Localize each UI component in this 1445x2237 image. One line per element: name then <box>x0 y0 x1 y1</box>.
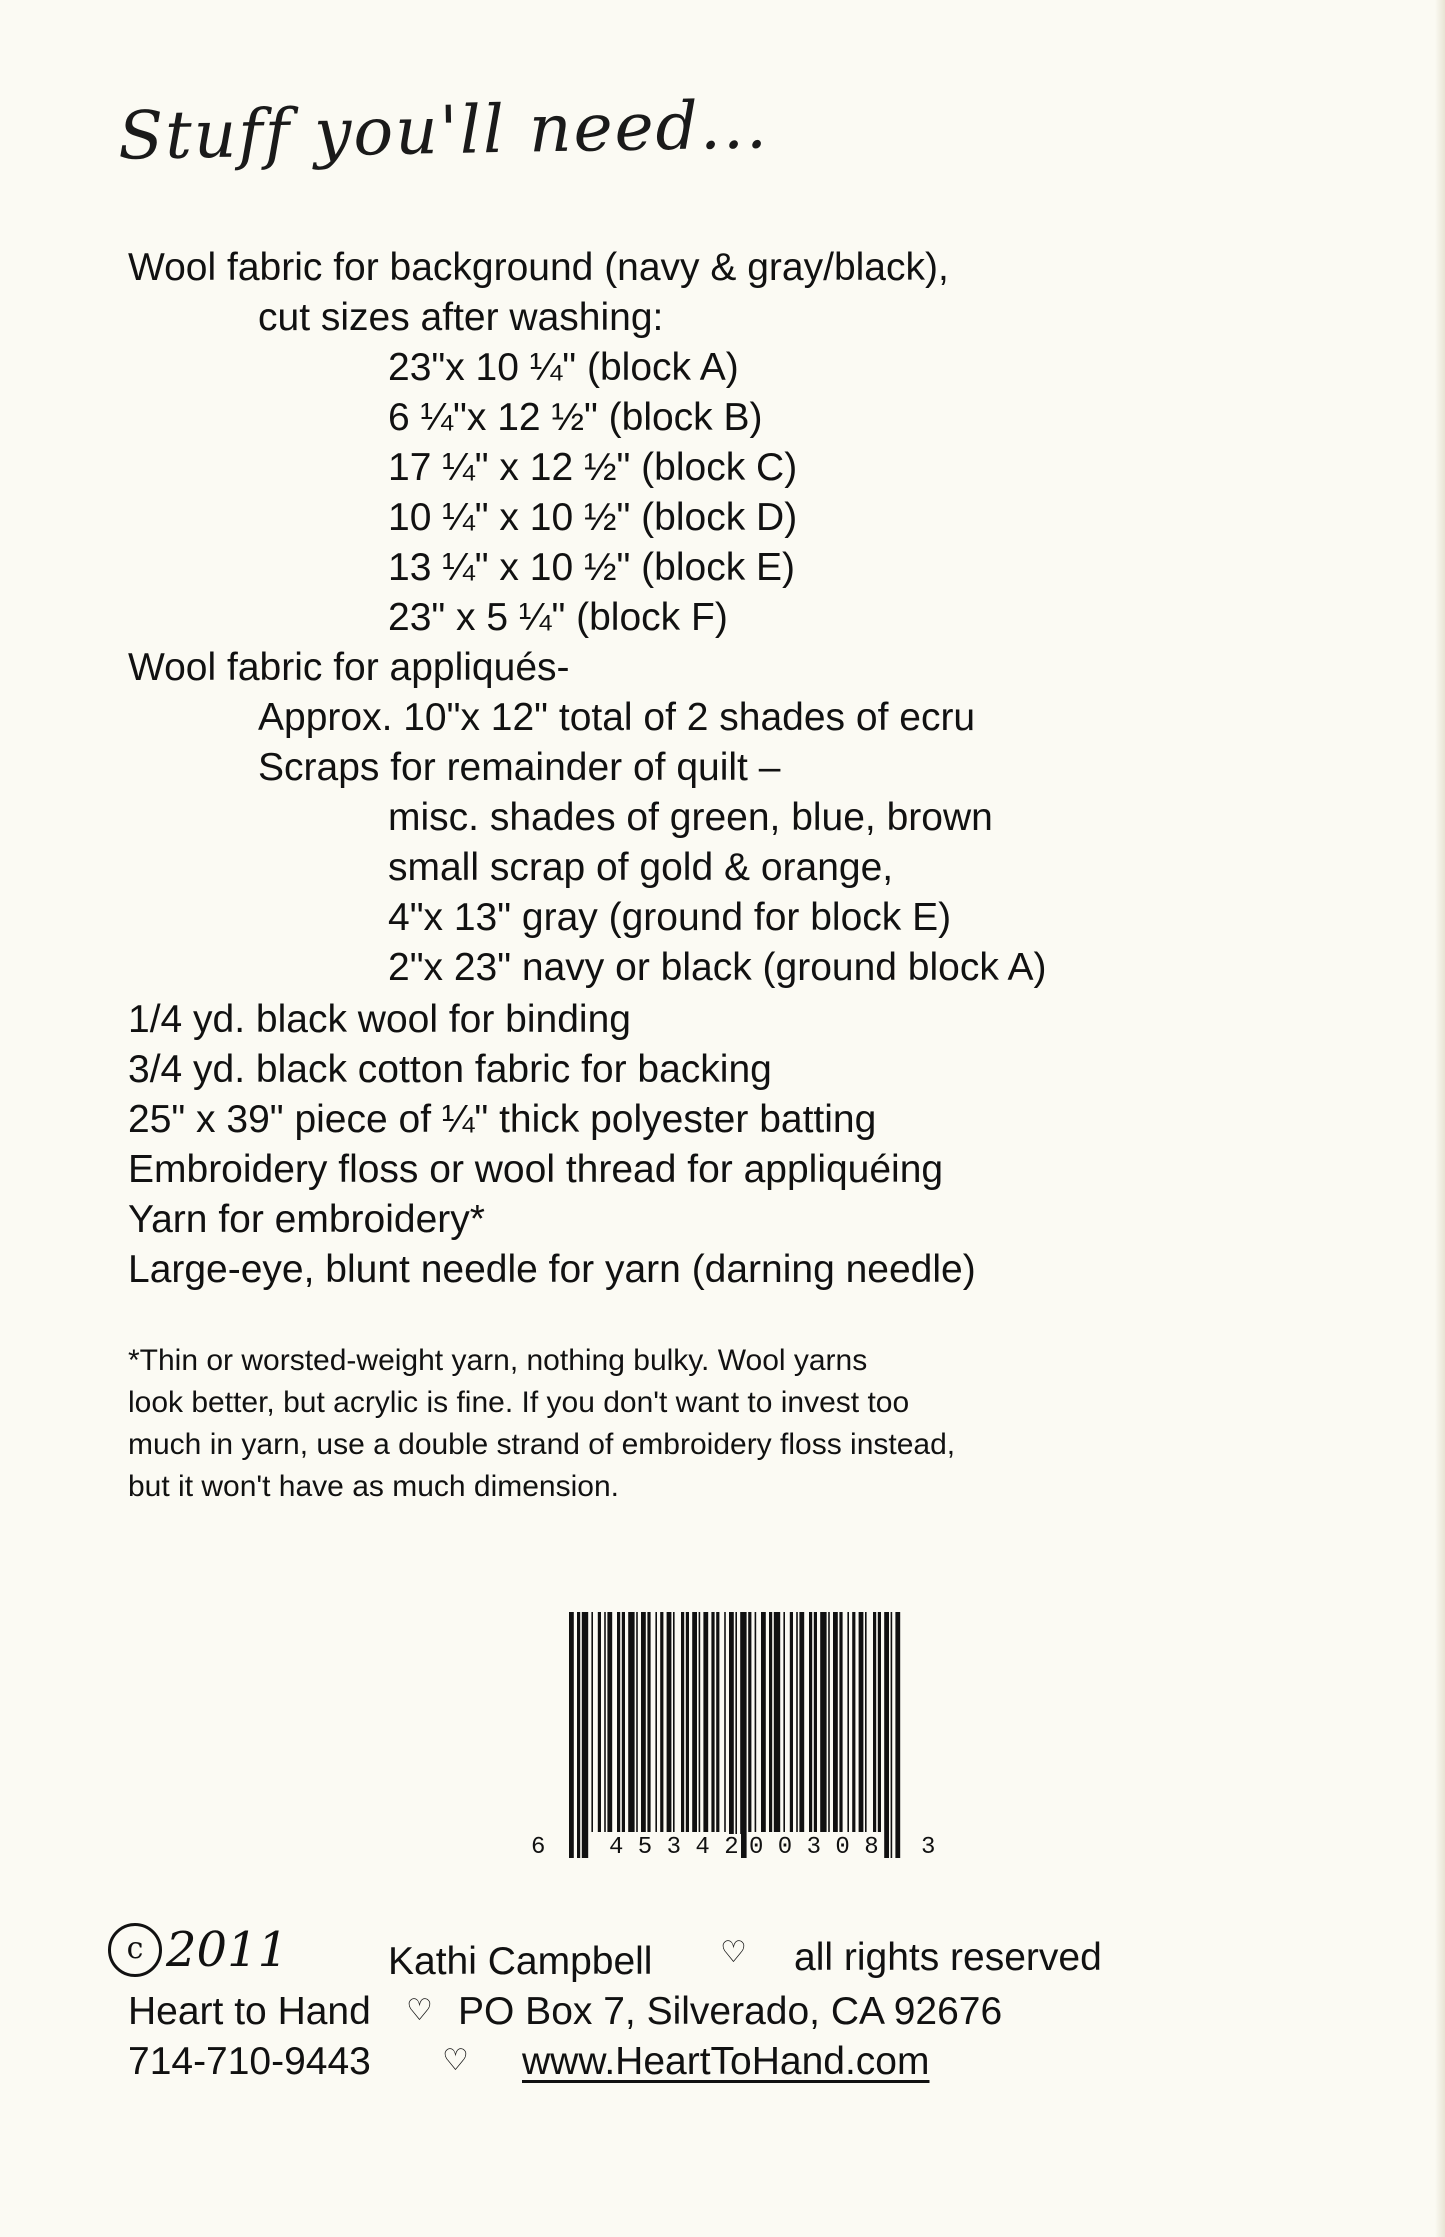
barcode-digit-end: 3 <box>921 1834 936 1861</box>
barcode-bar <box>833 1612 838 1832</box>
barcode-bar <box>865 1612 867 1832</box>
page-title: Stuff you'll need... <box>117 86 770 175</box>
barcode-bar <box>667 1612 672 1832</box>
barcode-bar <box>774 1612 780 1832</box>
heart-icon: ♡ <box>442 2044 469 2077</box>
supply-item: 3/4 yd. black cotton fabric for backing <box>128 1048 772 1091</box>
barcode-bar <box>591 1612 593 1832</box>
barcode-bar <box>598 1612 601 1832</box>
upc-barcode <box>531 1612 936 1870</box>
barcode-bar <box>582 1612 588 1858</box>
barcode-bar <box>859 1612 864 1832</box>
barcode-bar <box>692 1612 697 1832</box>
barcode-bar <box>852 1612 855 1832</box>
barcode-bar <box>783 1612 785 1832</box>
phone-number: 714-710-9443 <box>128 2040 371 2083</box>
barcode-bar <box>873 1612 876 1832</box>
barcode-bar <box>895 1612 900 1858</box>
supply-item: 1/4 yd. black wool for binding <box>128 998 631 1041</box>
barcode-bar <box>839 1612 842 1832</box>
website-link[interactable]: www.HeartToHand.com <box>522 2040 930 2083</box>
barcode-bar <box>761 1612 766 1832</box>
copyright-mark <box>108 1922 288 1978</box>
barcode-bar <box>655 1612 657 1832</box>
barcode-bars <box>565 1612 905 1870</box>
block-size-item: 23" x 5 ¼" (block F) <box>388 596 728 639</box>
barcode-bar <box>729 1612 734 1858</box>
barcode-bar <box>809 1612 812 1832</box>
footnote-line: look better, but acrylic is fine. If you don't want to invest too <box>128 1386 910 1419</box>
barcode-bar <box>686 1612 689 1832</box>
barcode-bar <box>660 1612 663 1832</box>
barcode-bar <box>617 1612 620 1832</box>
barcode-bar <box>814 1612 817 1832</box>
copyright-icon: c <box>108 1923 162 1977</box>
barcode-digits-left-group: 4 5 3 4 2 <box>609 1834 739 1861</box>
barcode-bar <box>740 1612 746 1858</box>
barcode-bar <box>641 1612 646 1832</box>
barcode-bar <box>716 1612 719 1832</box>
background-fabric-line: Wool fabric for background (navy & gray/black), <box>128 246 949 289</box>
barcode-bar <box>799 1612 804 1832</box>
barcode-bar <box>604 1612 606 1832</box>
barcode-bar <box>607 1612 612 1832</box>
scrap-item: small scrap of gold & orange, <box>388 846 894 889</box>
barcode-bar <box>790 1612 793 1832</box>
scrap-item: 4"x 13" gray (ground for block E) <box>388 896 952 939</box>
barcode-bar <box>703 1612 708 1832</box>
barcode-digits-right-group: 0 0 3 0 8 <box>749 1834 879 1861</box>
block-size-item: 23"x 10 ¼" (block A) <box>388 346 739 389</box>
barcode-bar <box>748 1612 751 1832</box>
barcode-bar <box>647 1612 650 1832</box>
block-size-item: 13 ¼" x 10 ½" (block E) <box>388 546 796 589</box>
barcode-bar <box>636 1612 638 1832</box>
scrap-item: misc. shades of green, blue, brown <box>388 796 993 839</box>
company-name: Heart to Hand <box>128 1990 371 2033</box>
barcode-bar <box>891 1612 893 1858</box>
barcode-bar <box>769 1612 772 1832</box>
footnote-line: but it won't have as much dimension. <box>128 1470 619 1503</box>
scraps-line: Scraps for remainder of quilt – <box>258 746 781 789</box>
barcode-bar <box>735 1612 737 1858</box>
cut-sizes-note: cut sizes after washing: <box>258 296 664 339</box>
barcode-bar <box>673 1612 675 1832</box>
mailing-address: PO Box 7, Silverado, CA 92676 <box>458 1990 1003 2033</box>
barcode-bar <box>796 1612 798 1832</box>
page-edge <box>1435 0 1445 2237</box>
supply-item: Embroidery floss or wool thread for appliquéing <box>128 1148 944 1191</box>
barcode-bar <box>699 1612 701 1832</box>
barcode-bar <box>577 1612 580 1858</box>
barcode-bar <box>820 1612 826 1832</box>
barcode-bar <box>828 1612 830 1832</box>
yarn-footnote <box>128 1340 1148 1508</box>
barcode-bar <box>724 1612 726 1832</box>
barcode-bar <box>622 1612 625 1832</box>
barcode-bar <box>884 1612 889 1858</box>
barcode-bar <box>628 1612 634 1832</box>
barcode-digit-left: 6 <box>531 1834 546 1861</box>
barcode-bar <box>878 1612 881 1832</box>
supply-item: 25" x 39" piece of ¼" thick polyester batting <box>128 1098 877 1141</box>
footnote-line: *Thin or worsted-weight yarn, nothing bulky. Wool yarns <box>128 1344 868 1377</box>
supply-item: Large-eye, blunt needle for yarn (darning needle) <box>128 1248 976 1291</box>
block-size-item: 17 ¼" x 12 ½" (block C) <box>388 446 798 489</box>
ecru-approx-line: Approx. 10"x 12" total of 2 shades of ecru <box>258 696 976 739</box>
rights-text: all rights reserved <box>794 1936 1102 1979</box>
heart-icon: ♡ <box>720 1936 747 1969</box>
supply-item: Yarn for embroidery* <box>128 1198 485 1241</box>
barcode-bar <box>755 1612 757 1832</box>
author-name: Kathi Campbell <box>388 1940 653 1983</box>
heart-icon: ♡ <box>406 1994 433 2027</box>
barcode-bar <box>847 1612 849 1832</box>
block-size-item: 10 ¼" x 10 ½" (block D) <box>388 496 798 539</box>
applique-fabric-line: Wool fabric for appliqués- <box>128 646 570 689</box>
barcode-bar <box>681 1612 684 1832</box>
block-size-item: 6 ¼"x 12 ½" (block B) <box>388 396 763 439</box>
footnote-line: much in yarn, use a double strand of embroidery floss instead, <box>128 1428 956 1461</box>
barcode-bar <box>569 1612 574 1858</box>
copyright-year: 2011 <box>166 1922 289 1978</box>
barcode-bar <box>711 1612 714 1832</box>
scrap-item: 2"x 23" navy or black (ground block A) <box>388 946 1047 989</box>
